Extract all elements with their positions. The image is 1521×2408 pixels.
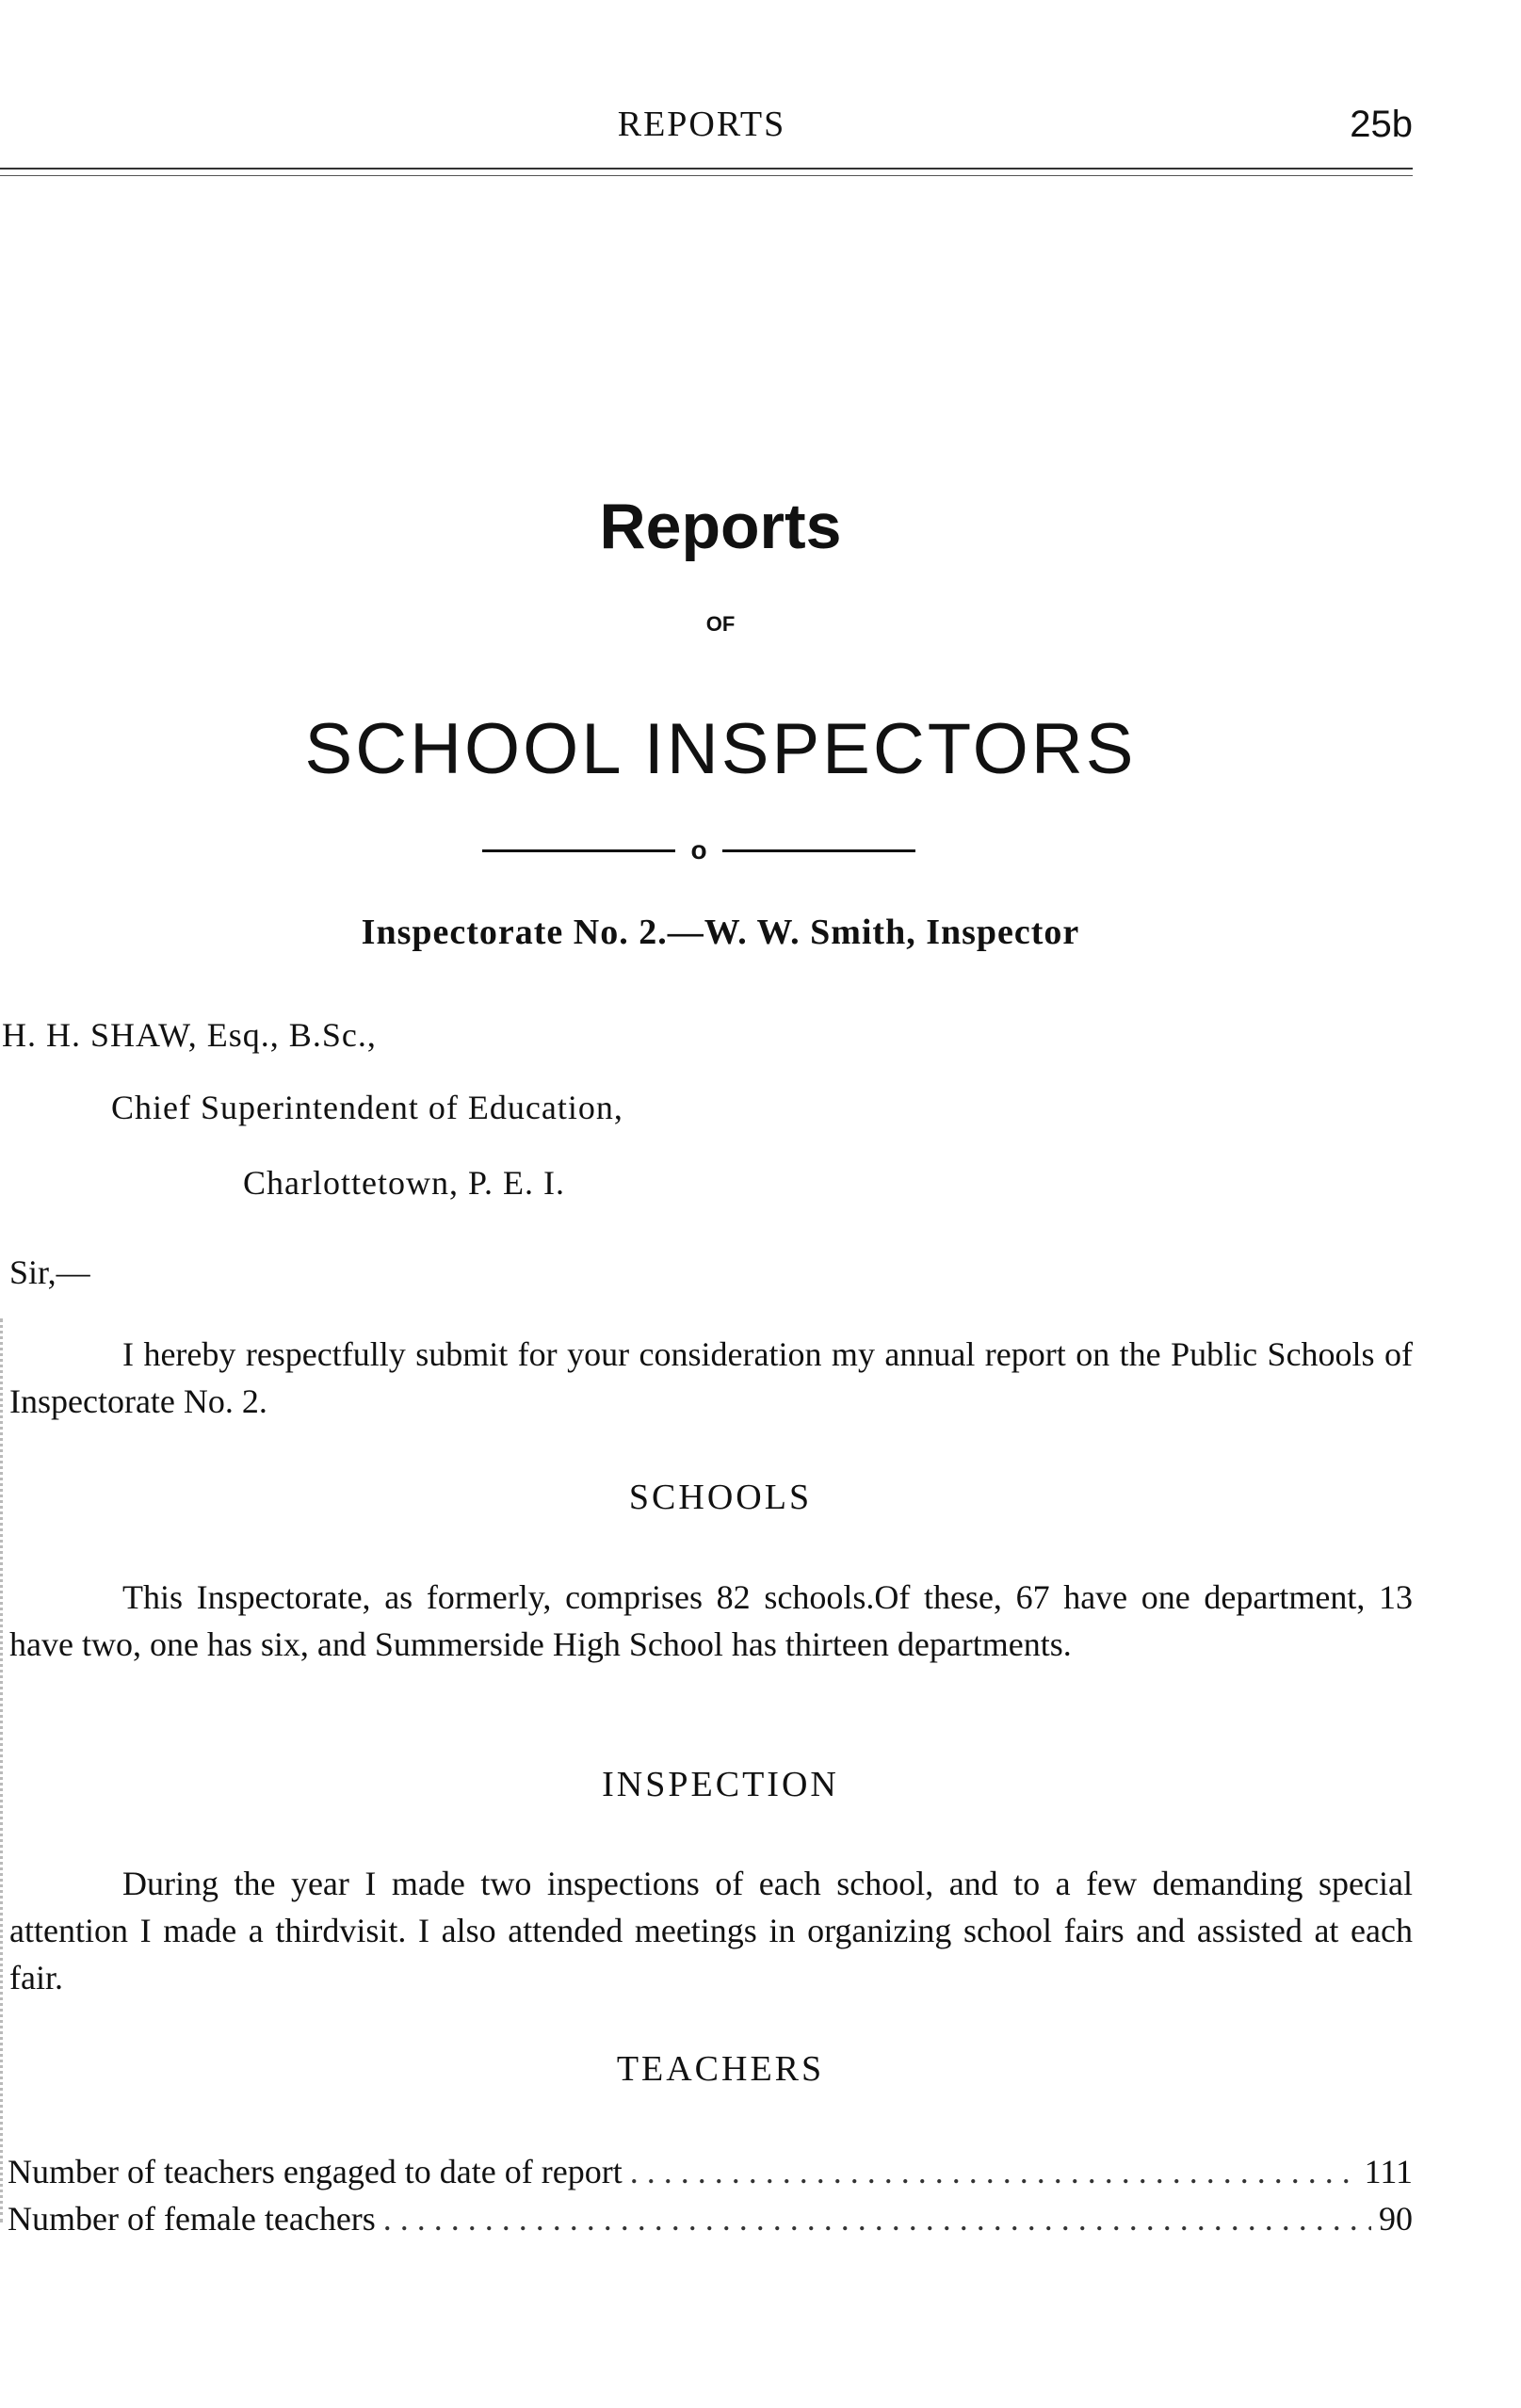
page-number: 25b bbox=[1350, 104, 1413, 145]
title-connector: OF bbox=[705, 612, 736, 636]
section-heading-inspection: INSPECTION bbox=[602, 1765, 839, 1804]
schools-text: This Inspectorate, as formerly, comprises 82 schools.Of these, 67 have one department, 13 have two, one has six, and Summerside High School has thirteen departments. bbox=[9, 1578, 1413, 1663]
teacher-stat-row bbox=[8, 2152, 1413, 2199]
divider-line-left bbox=[482, 849, 675, 852]
inspection-text: During the year I made two inspections of each school, and to a few demanding special attention I made a thirdvisit. I also attended meetings in organizing school fairs and assisted at each fair. bbox=[9, 1865, 1413, 1996]
binding-edge-mark bbox=[0, 1318, 10, 2222]
header-rule-secondary bbox=[0, 175, 1413, 176]
addressee-name: H. H. SHAW, Esq., B.Sc., bbox=[2, 1016, 377, 1054]
document-heading: SCHOOL INSPECTORS bbox=[304, 709, 1137, 789]
salutation: Sir,— bbox=[9, 1253, 90, 1291]
divider-line-right bbox=[722, 849, 915, 852]
addressee-location: Charlottetown, P. E. I. bbox=[243, 1164, 565, 1202]
section-heading-teachers: TEACHERS bbox=[616, 2049, 825, 2089]
running-title: REPORTS bbox=[617, 105, 786, 144]
stat-label: Number of female teachers bbox=[8, 2200, 376, 2238]
dot-leader bbox=[630, 2152, 1357, 2191]
intro-paragraph bbox=[9, 1331, 1413, 1425]
stat-value: 111 bbox=[1364, 2153, 1413, 2190]
main-title: Reports bbox=[599, 491, 842, 562]
header-rule bbox=[0, 168, 1413, 170]
running-header bbox=[0, 104, 1413, 160]
section-heading-schools: SCHOOLS bbox=[628, 1478, 813, 1517]
schools-paragraph bbox=[9, 1574, 1413, 1668]
ornamental-divider bbox=[482, 836, 915, 865]
addressee-title: Chief Superintendent of Education, bbox=[111, 1089, 623, 1126]
stat-label: Number of teachers engaged to date of report bbox=[8, 2153, 623, 2190]
inspection-paragraph bbox=[9, 1860, 1413, 2001]
stat-value: 90 bbox=[1379, 2200, 1413, 2238]
teacher-stat-row bbox=[8, 2199, 1413, 2246]
intro-text: I hereby respectfully submit for your consideration my annual report on the Public Schools of Inspectorate No. 2. bbox=[9, 1335, 1413, 1420]
inspectorate-subheading: Inspectorate No. 2.—W. W. Smith, Inspector bbox=[361, 913, 1080, 952]
dot-leader bbox=[383, 2199, 1371, 2238]
divider-mark: o bbox=[690, 835, 707, 865]
